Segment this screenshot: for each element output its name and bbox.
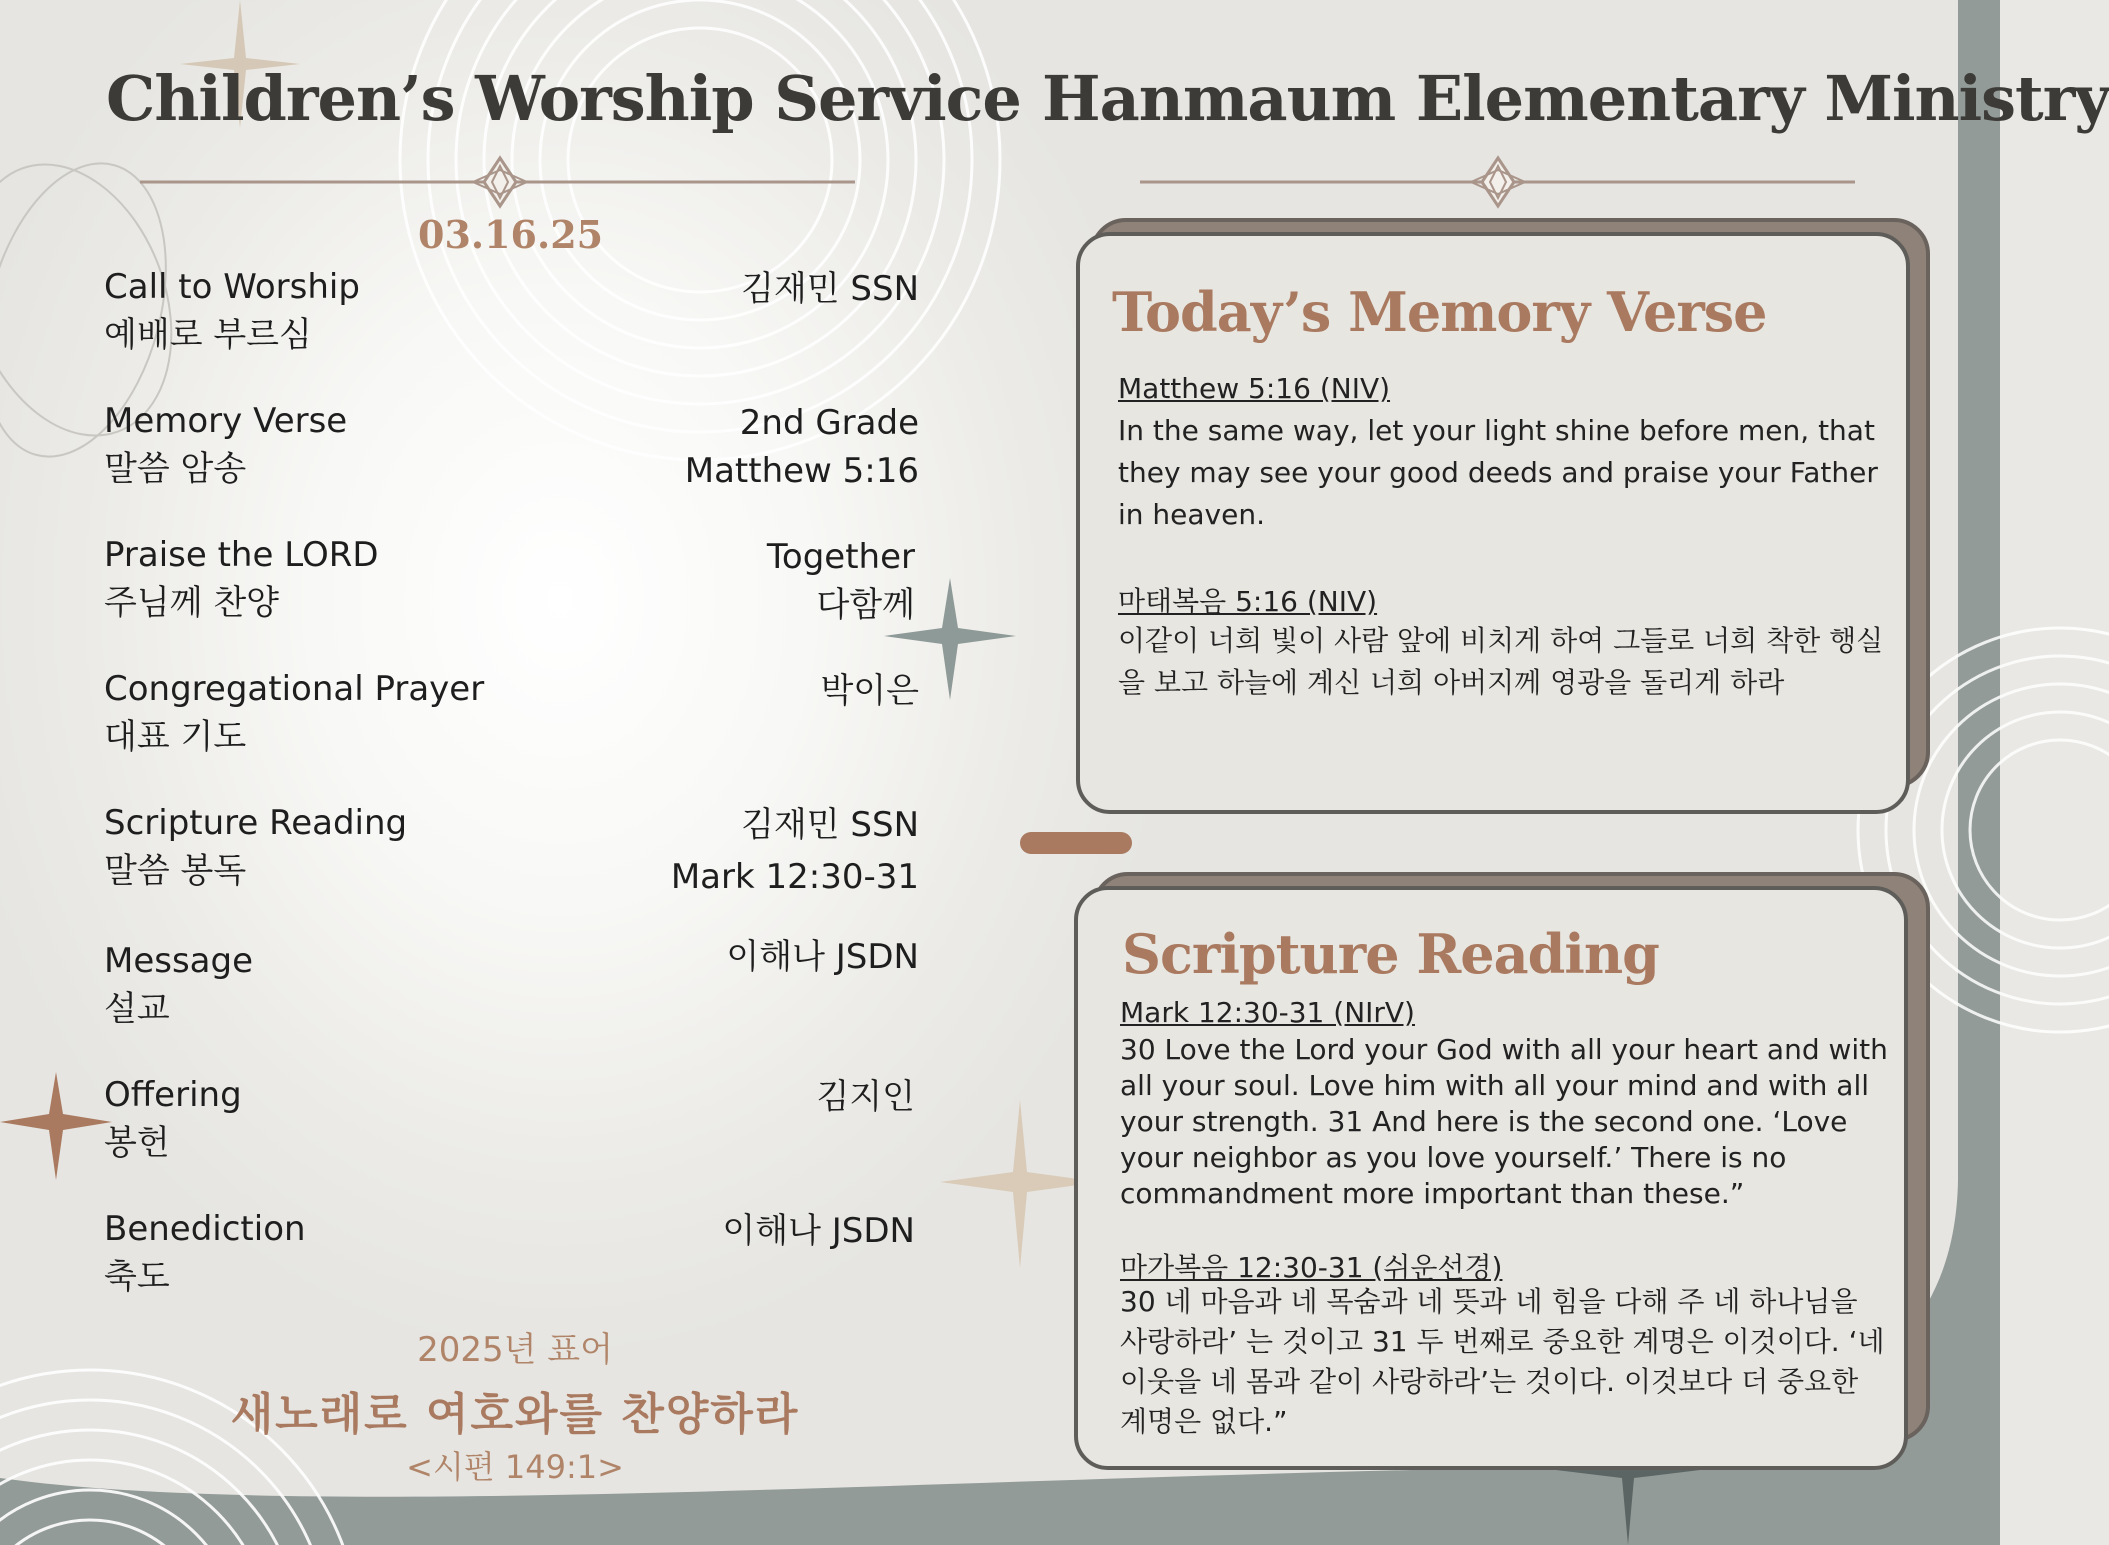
item-leader: 이해나 JSDN [726, 937, 919, 977]
scripture-english-reference: Mark 12:30-31 (NIrV) [1120, 996, 1415, 1029]
item-korean: 설교 [104, 989, 170, 1029]
item-leader-detail: Mark 12:30-31 [670, 857, 919, 897]
item-korean: 축도 [104, 1257, 170, 1297]
ministry-title: Hanmaum Elementary Ministry [1042, 62, 2109, 135]
item-leader: 김재민 SSN [741, 805, 919, 845]
item-leader: 2nd Grade [739, 403, 919, 443]
item-korean: 말씀 암송 [104, 449, 247, 489]
item-korean: 말씀 봉독 [104, 851, 247, 891]
item-leader: 박이은 [820, 671, 919, 711]
scripture-english-text: 30 Love the Lord your God with all your heart and with all your soul. Love him with all your mind and with all your strength. 31 And here is the second one. ‘Love your neighbor as you love yourself.’ There is no commandment more important than these.” [1120, 1033, 1888, 1210]
memory-verse-english-text: In the same way, let your light shine before men, that they may see your good deeds and praise your Father in heaven. [1118, 414, 1878, 531]
item-leader: Together [766, 537, 915, 577]
item-english: Message [104, 941, 254, 981]
service-date: 03.16.25 [418, 212, 604, 257]
item-leader: 김지인 [816, 1077, 915, 1117]
scripture-korean-text: 30 네 마음과 네 목숨과 네 뜻과 네 힘을 다해 주 네 하나님을 사랑하라’ 는 것이고 31 두 번째로 중요한 계명은 이것이다. ‘네 이웃을 네 몸과 같이 사랑하라’는 것이다. 이것보다 더 중요한 계명은 없다.” [1120, 1285, 1885, 1438]
memory-verse-korean-text: 이같이 너희 빛이 사람 앞에 비치게 하여 그들로 너희 착한 행실을 보고 하늘에 계신 너희 아버지께 영광을 돌리게 하라 [1118, 624, 1884, 699]
scripture-korean-reference: 마가복음 12:30-31 (쉬운선경) [1120, 1251, 1503, 1284]
item-english: Memory Verse [104, 401, 348, 441]
motto-reference: <시편 149:1> [406, 1448, 624, 1486]
motto-label: 2025년 표어 [417, 1330, 613, 1370]
item-leader: 김재민 SSN [741, 269, 919, 309]
scripture-card [1074, 886, 1908, 1470]
item-korean: 대표 기도 [104, 717, 247, 757]
scripture-title: Scripture Reading [1122, 922, 1659, 986]
service-title: Children’s Worship Service [106, 62, 1021, 135]
accent-bar [1020, 832, 1132, 854]
sparkle-icon [0, 1072, 112, 1180]
item-english: Praise the LORD [104, 535, 379, 575]
item-english: Benediction [104, 1209, 306, 1249]
item-english: Congregational Prayer [104, 669, 485, 709]
memory-verse-title: Today’s Memory Verse [1112, 280, 1767, 344]
title-divider-left [140, 152, 860, 212]
item-english: Call to Worship [104, 267, 360, 307]
item-english: Scripture Reading [104, 803, 408, 843]
item-leader-detail: Matthew 5:16 [684, 451, 919, 491]
item-korean: 봉헌 [104, 1123, 170, 1163]
memory-verse-english-reference: Matthew 5:16 (NIV) [1118, 372, 1391, 405]
item-leader-detail: 다함께 [816, 585, 915, 625]
memory-verse-card [1076, 232, 1910, 814]
memory-verse-korean-reference: 마태복음 5:16 (NIV) [1118, 585, 1378, 618]
title-divider-right [1140, 152, 1860, 212]
item-english: Offering [104, 1075, 242, 1115]
item-leader: 이해나 JSDN [722, 1211, 915, 1251]
item-korean: 예배로 부르심 [104, 315, 312, 355]
item-korean: 주님께 찬양 [104, 583, 280, 623]
motto-text: 새노래로 여호와를 찬양하라 [230, 1389, 800, 1440]
